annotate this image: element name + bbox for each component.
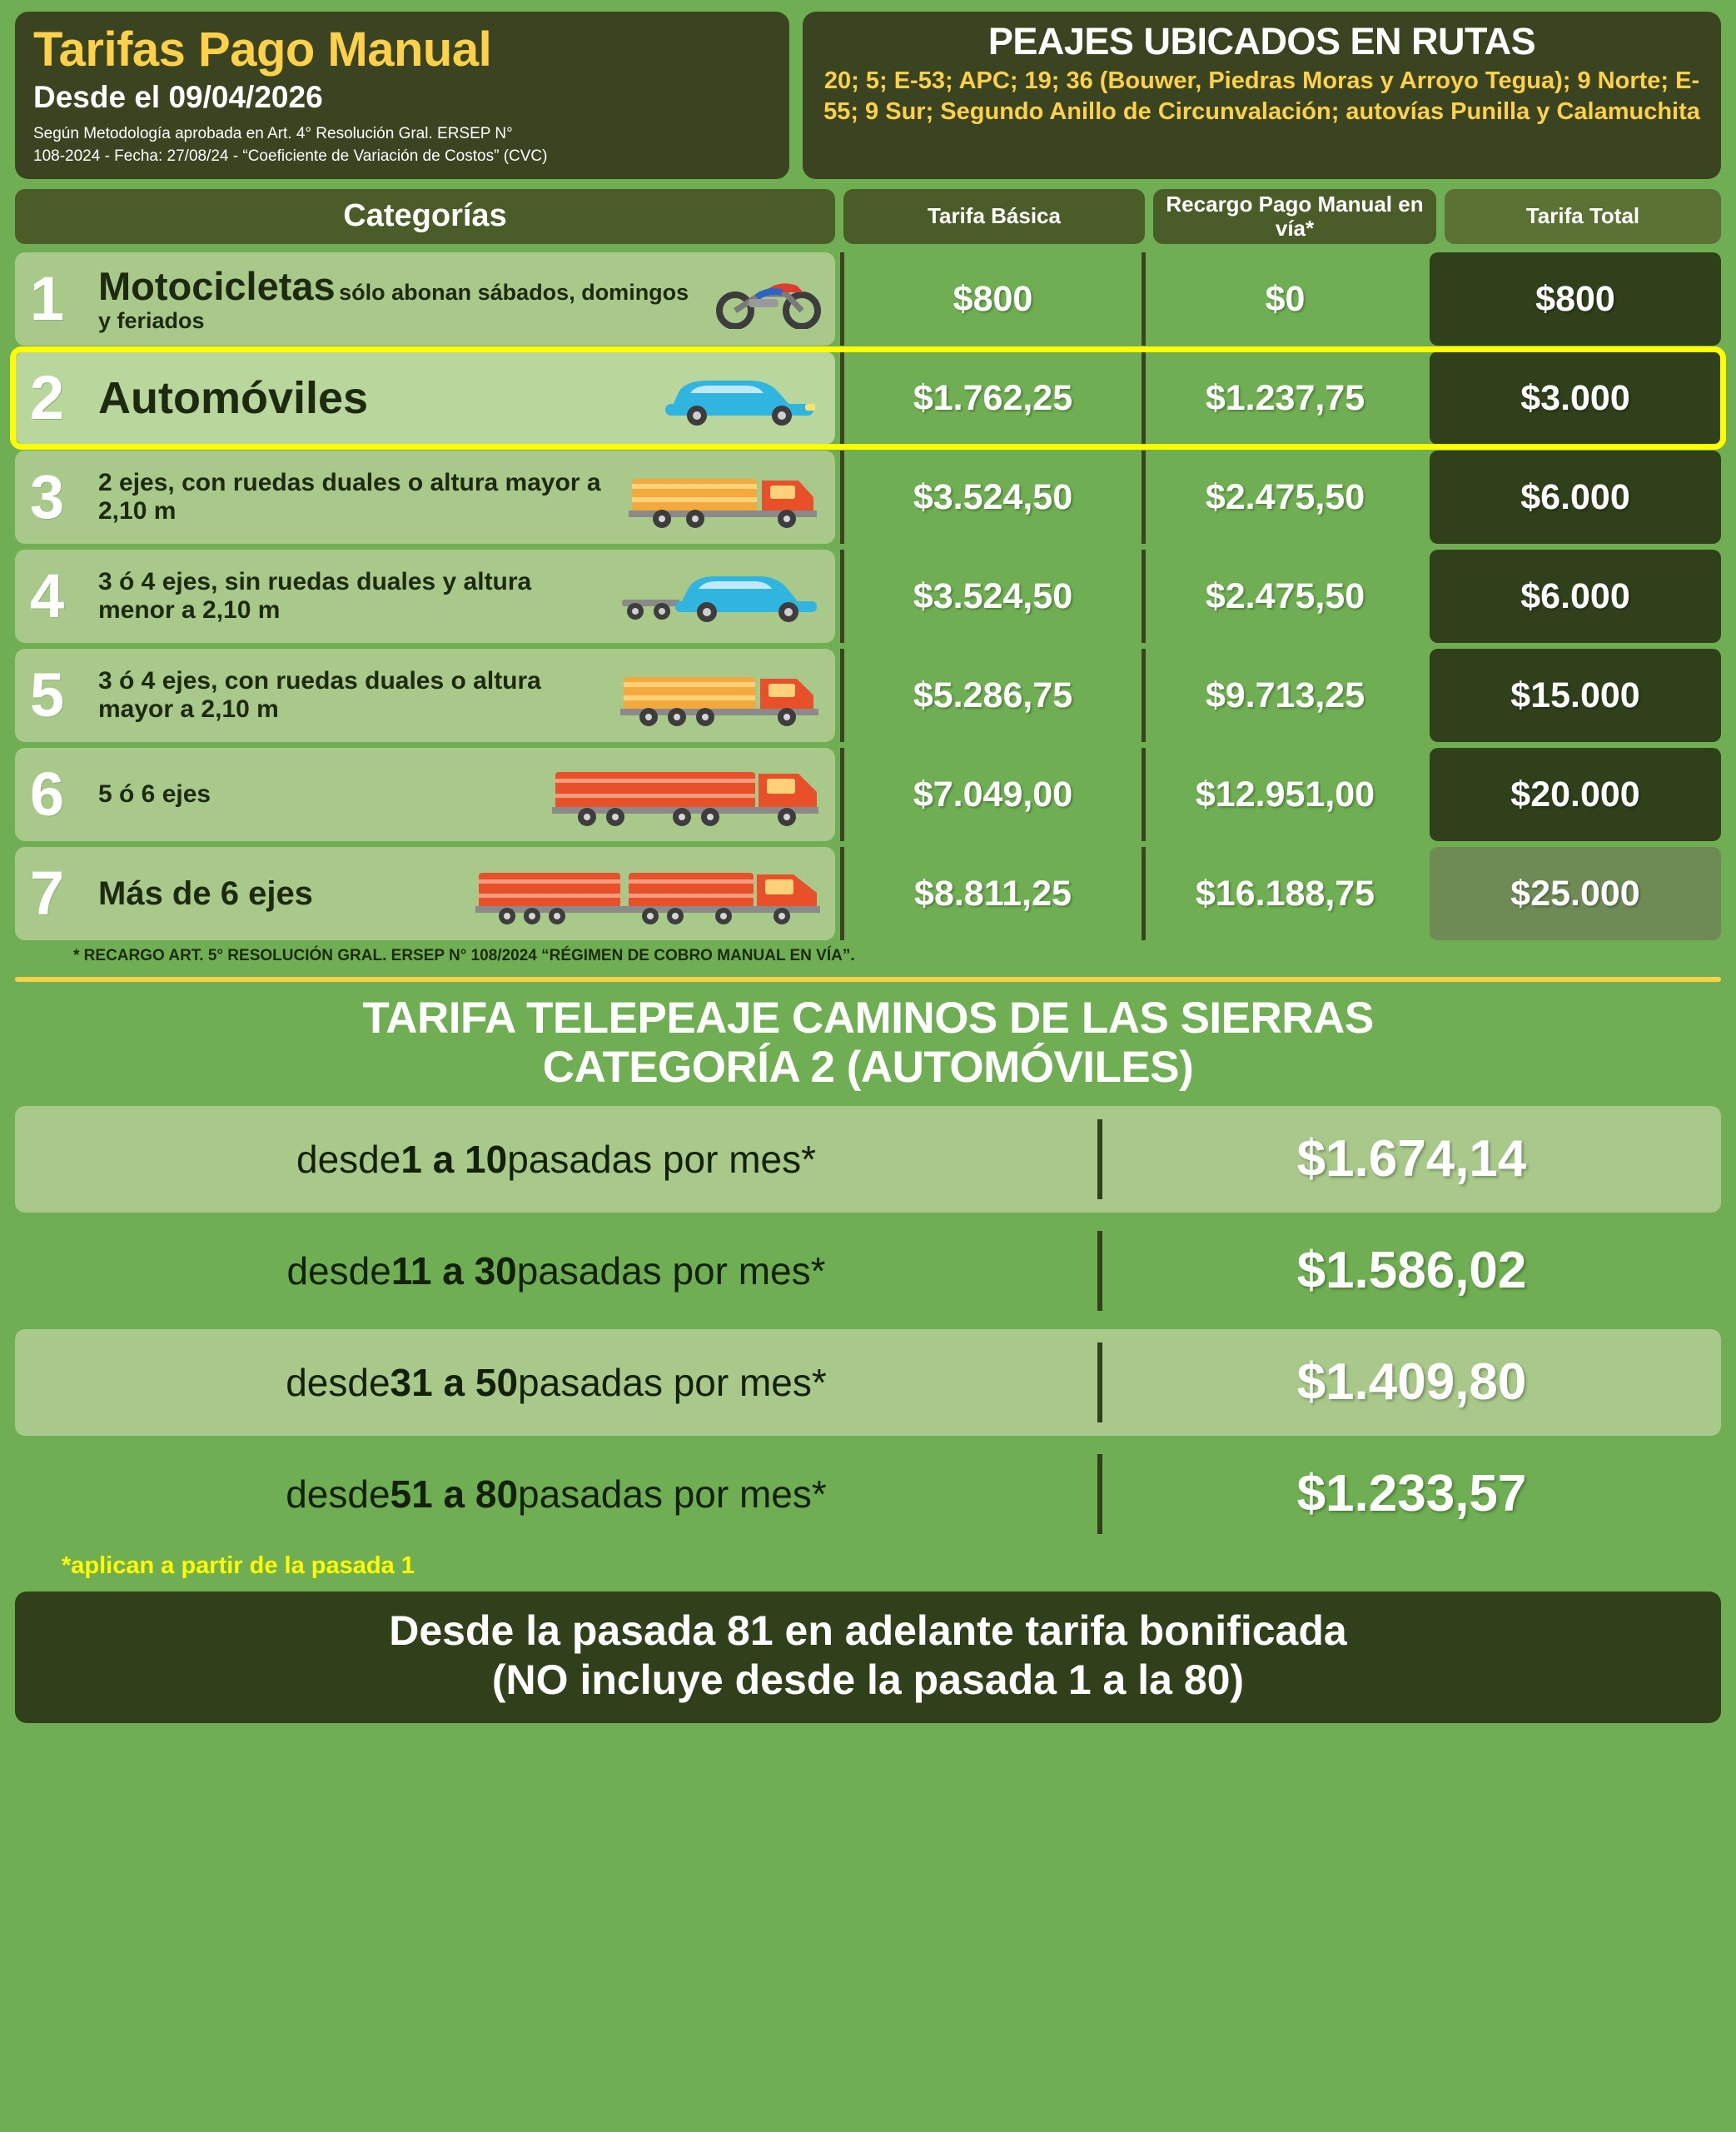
cell-tarifa-basica: $800 [840, 252, 1142, 346]
bonificada-line1: Desde la pasada 81 en adelante tarifa bonificada [389, 1606, 1347, 1654]
bonificada-line2: (NO incluye desde la pasada 1 a la 80) [491, 1656, 1245, 1703]
category-number: 5 [30, 660, 65, 730]
category-title: Motocicletas [98, 263, 336, 308]
category-number: 3 [30, 462, 65, 532]
category-subtitle: 3 ó 4 ejes, con ruedas duales o altura mayor a 2,10 m [98, 667, 541, 724]
truck-2-axle-icon [624, 464, 827, 531]
category-number: 2 [30, 363, 65, 433]
telepeaje-row [15, 1329, 1721, 1436]
category-number: 7 [30, 859, 65, 929]
cell-tarifa-total: $25.000 [1430, 847, 1721, 940]
row-category-7 [15, 847, 835, 940]
top-header [15, 12, 1721, 179]
telepeaje-price: $1.674,14 [1296, 1130, 1527, 1188]
category-description [98, 373, 649, 423]
page-title: Tarifas Pago Manual [33, 22, 492, 77]
column-headers [15, 189, 1721, 244]
title-box [15, 12, 789, 179]
motorcycle-icon [715, 269, 827, 329]
table-row [15, 451, 1721, 544]
telepeaje-table [15, 1106, 1721, 1547]
telepeaje-range-label [15, 1472, 1097, 1517]
range-suffix: pasadas por mes* [518, 1360, 827, 1404]
table-row [15, 748, 1721, 841]
range-prefix: desde [296, 1137, 401, 1181]
category-subtitle: sólo abonan sábados, domingos y feriados [98, 279, 689, 334]
methodology-note-line2: 108-2024 - Fecha: 27/08/24 - “Coeficiente de Variación de Costos” (CVC) [33, 147, 548, 166]
cell-tarifa-basica: $8.811,25 [840, 847, 1142, 940]
row-category-1 [15, 252, 835, 346]
category-number: 4 [30, 561, 65, 631]
range-suffix: pasadas por mes* [516, 1248, 826, 1293]
table-row [15, 550, 1721, 643]
truck-3-axle-icon [615, 662, 827, 729]
routes-box [803, 12, 1721, 179]
cell-recargo: $2.475,50 [1142, 550, 1425, 643]
table-row [15, 649, 1721, 742]
category-subtitle: 2 ejes, con ruedas duales o altura mayor a 2,10 m [98, 469, 601, 526]
category-number: 1 [30, 264, 65, 334]
bonificada-box [15, 1592, 1721, 1723]
car-icon [657, 371, 827, 426]
table-row [15, 847, 1721, 940]
category-description [98, 265, 707, 334]
category-number: 6 [30, 760, 65, 829]
cell-tarifa-total: $20.000 [1430, 748, 1721, 841]
telepeaje-price: $1.233,57 [1296, 1465, 1527, 1523]
category-subtitle: 3 ó 4 ejes, sin ruedas duales y altura menor a 2,10 m [98, 568, 532, 625]
cell-recargo: $1.237,75 [1142, 351, 1425, 445]
range-prefix: desde [286, 1472, 390, 1516]
category-subtitle: 5 ó 6 ejes [98, 780, 211, 809]
telepeaje-price: $1.409,80 [1296, 1353, 1527, 1412]
cell-tarifa-total: $15.000 [1430, 649, 1721, 742]
row-category-2 [15, 351, 835, 445]
truck-double-trailer-icon [474, 859, 827, 928]
telepeaje-title-line2: CATEGORÍA 2 (AUTOMÓVILES) [542, 1043, 1194, 1093]
routes-title: PEAJES UBICADOS EN RUTAS [987, 20, 1536, 62]
category-description [98, 875, 465, 913]
telepeaje-row [15, 1106, 1721, 1213]
routes-list: 20; 5; E-53; APC; 19; 36 (Bouwer, Piedras Moras y Arroyo Tegua); 9 Norte; E-55; 9 Sur; Segundo Anillo de Circunvalación; autovías Punilla y Calamuchita [823, 67, 1700, 126]
range-value: 51 a 80 [390, 1472, 519, 1516]
section-divider [15, 977, 1721, 982]
header-tarifa-basica: Tarifa Básica [843, 189, 1145, 244]
telepeaje-row [15, 1441, 1721, 1547]
telepeaje-price: $1.586,02 [1296, 1242, 1527, 1300]
category-description [98, 667, 607, 723]
telepeaje-range-label [15, 1248, 1097, 1293]
category-description [98, 469, 615, 525]
truck-semi-icon [549, 760, 827, 829]
row-category-3 [15, 451, 835, 544]
row-category-4 [15, 550, 835, 643]
category-title: Automóviles [98, 372, 369, 423]
cell-tarifa-basica: $3.524,50 [840, 451, 1142, 544]
range-value: 31 a 50 [390, 1360, 519, 1404]
cell-tarifa-basica: $5.286,75 [840, 649, 1142, 742]
range-suffix: pasadas por mes* [518, 1472, 827, 1516]
range-prefix: desde [286, 1248, 391, 1293]
header-tarifa-total: Tarifa Total [1445, 189, 1721, 244]
cell-tarifa-basica: $1.762,25 [840, 351, 1142, 445]
category-description [98, 568, 607, 624]
cell-recargo: $2.475,50 [1142, 451, 1425, 544]
category-subtitle: Más de 6 ejes [98, 874, 313, 912]
effective-date: Desde el 09/04/2026 [33, 79, 323, 114]
header-recargo: Recargo Pago Manual en vía* [1153, 189, 1436, 244]
table-row-highlighted [15, 351, 1721, 445]
cell-tarifa-total: $6.000 [1430, 451, 1721, 544]
category-description [98, 780, 540, 809]
row-category-5 [15, 649, 835, 742]
telepeaje-footnote: *aplican a partir de la pasada 1 [62, 1552, 415, 1579]
cell-recargo: $12.951,00 [1142, 748, 1425, 841]
car-trailer-icon [615, 566, 827, 626]
footnote-recargo: * RECARGO ART. 5° RESOLUCIÓN GRAL. ERSEP N° 108/2024 “RÉGIMEN DE COBRO MANUAL EN VÍA”. [73, 947, 855, 965]
table-row [15, 252, 1721, 346]
telepeaje-title-line1: TARIFA TELEPEAJE CAMINOS DE LAS SIERRAS [362, 994, 1374, 1044]
cell-tarifa-basica: $3.524,50 [840, 550, 1142, 643]
cell-tarifa-total: $6.000 [1430, 550, 1721, 643]
telepeaje-section [15, 994, 1721, 1723]
methodology-note-line1: Según Metodología aprobada en Art. 4° Resolución Gral. ERSEP N° [33, 124, 513, 142]
cell-tarifa-total: $3.000 [1430, 351, 1721, 445]
cell-tarifa-basica: $7.049,00 [840, 748, 1142, 841]
telepeaje-row [15, 1218, 1721, 1324]
telepeaje-range-label [15, 1137, 1097, 1182]
range-value: 11 a 30 [390, 1248, 517, 1293]
range-value: 1 a 10 [400, 1137, 508, 1181]
header-categories: Categorías [15, 189, 835, 244]
row-category-6 [15, 748, 835, 841]
range-suffix: pasadas por mes* [507, 1137, 816, 1181]
rate-table [15, 252, 1721, 940]
telepeaje-range-label [15, 1360, 1097, 1405]
cell-recargo: $16.188,75 [1142, 847, 1425, 940]
cell-tarifa-total: $800 [1430, 252, 1721, 346]
cell-recargo: $0 [1142, 252, 1425, 346]
cell-recargo: $9.713,25 [1142, 649, 1425, 742]
range-prefix: desde [286, 1360, 390, 1404]
